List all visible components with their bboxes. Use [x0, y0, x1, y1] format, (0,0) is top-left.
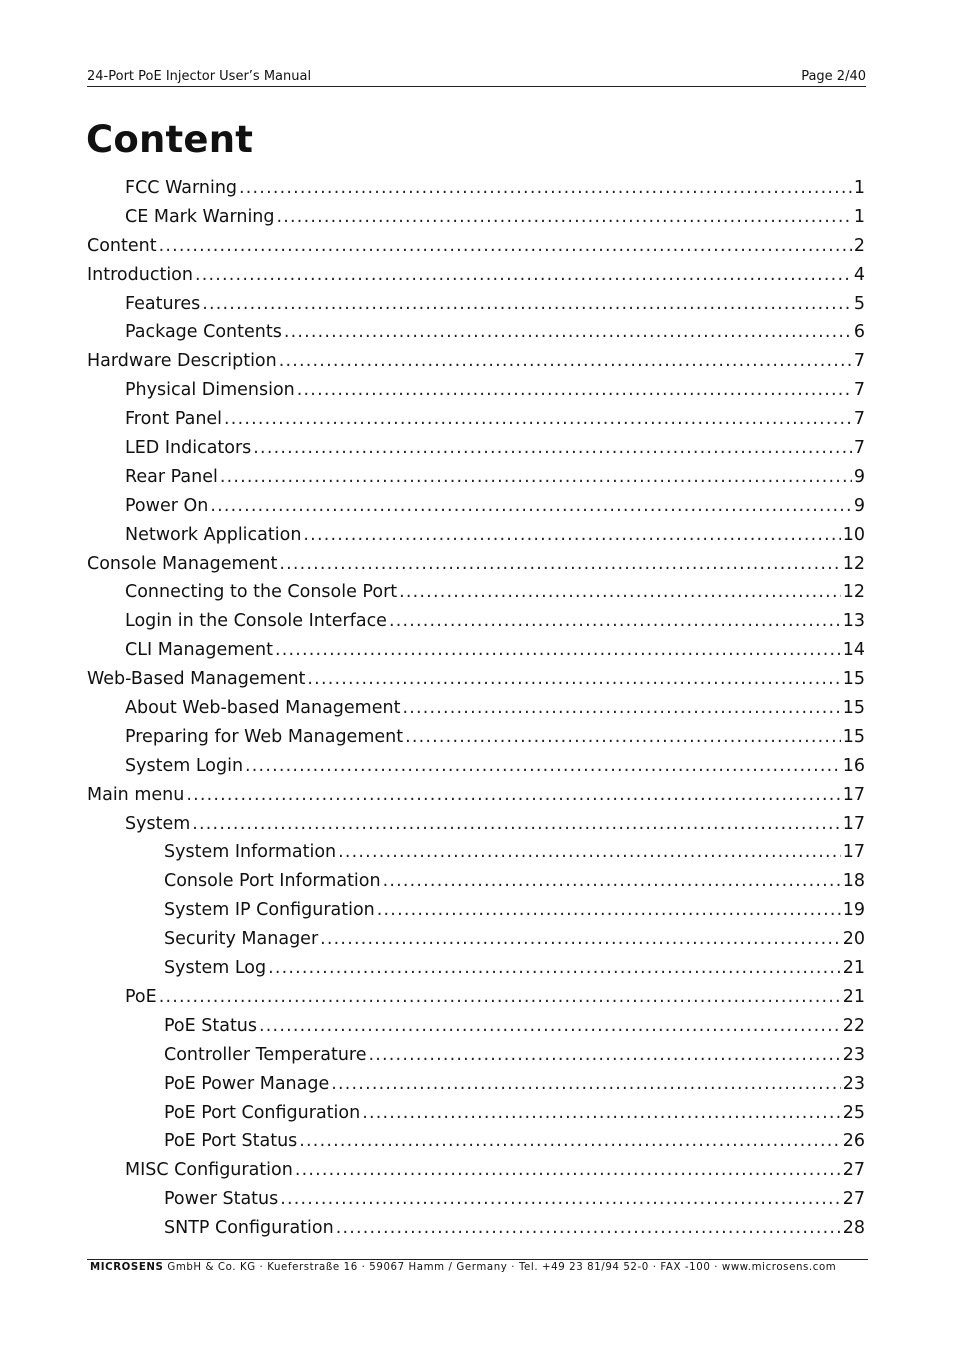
toc-dot-leader: [338, 838, 841, 867]
toc-dot-leader: [186, 781, 840, 810]
toc-dot-leader: [253, 434, 852, 463]
toc-entry-page-number: 27: [842, 1160, 865, 1181]
toc-entry-page-number: 17: [842, 813, 865, 834]
toc-entry-label: Rear Panel: [125, 466, 218, 487]
toc-entry[interactable]: [87, 463, 865, 492]
toc-dot-leader: [336, 1214, 841, 1243]
toc-entry-label: About Web-based Management: [125, 698, 401, 719]
toc-entry-label: PoE Port Status: [164, 1131, 298, 1152]
toc-entry-label: System: [125, 813, 191, 834]
toc-dot-leader: [362, 1099, 841, 1128]
toc-entry-page-number: 7: [853, 409, 865, 430]
toc-dot-leader: [369, 1041, 841, 1070]
toc-entry[interactable]: [87, 405, 865, 434]
toc-entry-label: Console Port Information: [164, 871, 381, 892]
toc-entry-page-number: 6: [853, 322, 865, 343]
toc-entry-page-number: 17: [842, 784, 865, 805]
toc-entry[interactable]: [87, 290, 865, 319]
toc-entry[interactable]: [87, 925, 865, 954]
toc-dot-leader: [195, 261, 852, 290]
toc-entry-label: PoE Power Manage: [164, 1073, 330, 1094]
toc-entry-label: LED Indicators: [125, 438, 252, 459]
toc-entry[interactable]: [87, 983, 865, 1012]
toc-entry[interactable]: [87, 1156, 865, 1185]
toc-dot-leader: [307, 665, 840, 694]
toc-entry-page-number: 17: [842, 842, 865, 863]
toc-entry-page-number: 5: [853, 293, 865, 314]
toc-entry-label: CLI Management: [125, 640, 273, 661]
toc-dot-leader: [389, 607, 841, 636]
footer-brand: MICROSENS: [90, 1262, 164, 1273]
toc-dot-leader: [331, 1070, 840, 1099]
toc-entry[interactable]: [87, 867, 865, 896]
toc-dot-leader: [295, 1156, 841, 1185]
toc-dot-leader: [210, 492, 852, 521]
toc-entry[interactable]: [87, 954, 865, 983]
toc-entry[interactable]: [87, 434, 865, 463]
toc-entry-page-number: 23: [842, 1044, 865, 1065]
toc-entry-label: PoE Status: [164, 1015, 258, 1036]
toc-entry-label: PoE: [125, 986, 157, 1007]
toc-entry-label: Front Panel: [125, 409, 223, 430]
toc-entry-page-number: 15: [842, 726, 865, 747]
toc-entry-page-number: 7: [853, 380, 865, 401]
toc-entry-page-number: 13: [842, 611, 865, 632]
toc-entry-label: CE Mark Warning: [125, 206, 275, 227]
toc-entry[interactable]: [87, 896, 865, 925]
toc-entry-label: Introduction: [87, 264, 193, 285]
toc-entry-page-number: 15: [842, 698, 865, 719]
toc-entry[interactable]: [87, 1099, 865, 1128]
toc-entry-page-number: 1: [853, 178, 865, 198]
toc-entry-page-number: 9: [853, 495, 865, 516]
toc-entry[interactable]: [87, 1214, 865, 1243]
toc-entry[interactable]: [87, 376, 865, 405]
toc-entry-page-number: 21: [842, 958, 865, 979]
toc-entry-label: Network Application: [125, 524, 302, 545]
toc-entry-page-number: 2: [853, 235, 865, 256]
toc-entry[interactable]: [87, 665, 865, 694]
toc-entry-page-number: 7: [853, 438, 865, 459]
toc-dot-leader: [284, 318, 852, 347]
toc-entry[interactable]: [87, 261, 865, 290]
toc-dot-leader: [159, 983, 841, 1012]
toc-dot-leader: [220, 463, 852, 492]
toc-entry-page-number: 20: [842, 929, 865, 950]
header-doc-title: 24-Port PoE Injector User’s Manual: [87, 69, 312, 84]
toc-entry[interactable]: [87, 694, 865, 723]
toc-entry-page-number: 7: [853, 351, 865, 372]
toc-dot-leader: [297, 376, 852, 405]
page-title: Content: [86, 118, 254, 161]
toc-entry[interactable]: [87, 550, 865, 579]
toc-entry-label: Main menu: [87, 784, 185, 805]
toc-entry-page-number: 16: [842, 755, 865, 776]
toc-dot-leader: [405, 723, 841, 752]
toc-entry-label: Power On: [125, 495, 209, 516]
toc-dot-leader: [279, 550, 840, 579]
toc-entry-label: Power Status: [164, 1189, 279, 1210]
toc-entry-page-number: 9: [853, 466, 865, 487]
toc-entry[interactable]: [87, 174, 865, 203]
toc-entry-page-number: 27: [842, 1189, 865, 1210]
toc-entry[interactable]: [87, 203, 865, 232]
table-of-contents: [87, 174, 865, 1243]
toc-dot-leader: [202, 290, 852, 319]
toc-entry[interactable]: [87, 492, 865, 521]
toc-dot-leader: [275, 636, 841, 665]
toc-entry-page-number: 4: [853, 264, 865, 285]
toc-entry-label: Content: [87, 235, 157, 256]
toc-entry-page-number: 25: [842, 1102, 865, 1123]
toc-entry-label: FCC Warning: [125, 178, 238, 198]
toc-dot-leader: [299, 1127, 840, 1156]
toc-dot-leader: [245, 752, 841, 781]
toc-entry-label: Physical Dimension: [125, 380, 295, 401]
toc-entry-label: Login in the Console Interface: [125, 611, 387, 632]
toc-entry-page-number: 18: [842, 871, 865, 892]
toc-dot-leader: [399, 578, 841, 607]
toc-entry-label: Security Manager: [164, 929, 319, 950]
toc-dot-leader: [383, 867, 841, 896]
toc-entry[interactable]: [87, 723, 865, 752]
toc-dot-leader: [303, 521, 840, 550]
toc-entry[interactable]: [87, 607, 865, 636]
toc-dot-leader: [268, 954, 841, 983]
toc-entry-label: System Login: [125, 755, 244, 776]
toc-entry-page-number: 21: [842, 986, 865, 1007]
toc-entry-page-number: 15: [842, 669, 865, 690]
toc-entry-label: Features: [125, 293, 201, 314]
toc-entry-page-number: 23: [842, 1073, 865, 1094]
toc-entry-label: System Information: [164, 842, 337, 863]
toc-entry-label: Package Contents: [125, 322, 282, 343]
toc-entry-label: Controller Temperature: [164, 1044, 367, 1065]
toc-entry[interactable]: [87, 347, 865, 376]
toc-entry[interactable]: [87, 1012, 865, 1041]
toc-entry-page-number: 28: [842, 1218, 865, 1239]
toc-entry-label: PoE Port Configuration: [164, 1102, 361, 1123]
toc-entry-label: Preparing for Web Management: [125, 726, 404, 747]
page-header: [87, 68, 866, 87]
toc-dot-leader: [239, 174, 852, 203]
page-footer: [87, 1259, 868, 1280]
toc-entry[interactable]: [87, 810, 865, 839]
toc-dot-leader: [159, 232, 852, 261]
toc-entry[interactable]: [87, 578, 865, 607]
toc-entry-label: Hardware Description: [87, 351, 277, 372]
toc-entry[interactable]: [87, 232, 865, 261]
toc-entry[interactable]: [87, 781, 865, 810]
toc-entry-page-number: 12: [842, 582, 865, 603]
toc-dot-leader: [320, 925, 841, 954]
toc-dot-leader: [259, 1012, 841, 1041]
toc-dot-leader: [279, 347, 852, 376]
toc-entry-label: MISC Configuration: [125, 1160, 293, 1181]
toc-entry[interactable]: [87, 636, 865, 665]
toc-entry-page-number: 10: [842, 524, 865, 545]
toc-entry[interactable]: [87, 521, 865, 550]
toc-entry[interactable]: [87, 1070, 865, 1099]
footer-address: GmbH & Co. KG · Kueferstraße 16 · 59067 Hamm / Germany · Tel. +49 23 81/94 52-0 · FAX -100 · www.microsens.com: [167, 1262, 837, 1273]
toc-entry-page-number: 26: [842, 1131, 865, 1152]
toc-entry[interactable]: [87, 1185, 865, 1214]
toc-entry[interactable]: [87, 1041, 865, 1070]
toc-dot-leader: [377, 896, 841, 925]
toc-dot-leader: [192, 810, 840, 839]
toc-dot-leader: [277, 203, 852, 232]
toc-entry-label: System Log: [164, 958, 267, 979]
toc-entry-label: Web-Based Management: [87, 669, 306, 690]
toc-entry[interactable]: [87, 1127, 865, 1156]
toc-entry[interactable]: [87, 318, 865, 347]
toc-entry[interactable]: [87, 752, 865, 781]
toc-entry-page-number: 14: [842, 640, 865, 661]
toc-dot-leader: [402, 694, 840, 723]
toc-entry-page-number: 22: [842, 1015, 865, 1036]
toc-entry-page-number: 12: [842, 553, 865, 574]
toc-entry-label: Console Management: [87, 553, 278, 574]
toc-dot-leader: [280, 1185, 840, 1214]
toc-entry[interactable]: [87, 838, 865, 867]
toc-entry-label: SNTP Configuration: [164, 1218, 334, 1239]
header-page-number: Page 2/40: [801, 69, 866, 84]
toc-entry-label: System IP Configuration: [164, 900, 375, 921]
toc-entry-label: Connecting to the Console Port: [125, 582, 398, 603]
toc-dot-leader: [224, 405, 852, 434]
toc-entry-page-number: 1: [853, 206, 865, 227]
toc-entry-page-number: 19: [842, 900, 865, 921]
